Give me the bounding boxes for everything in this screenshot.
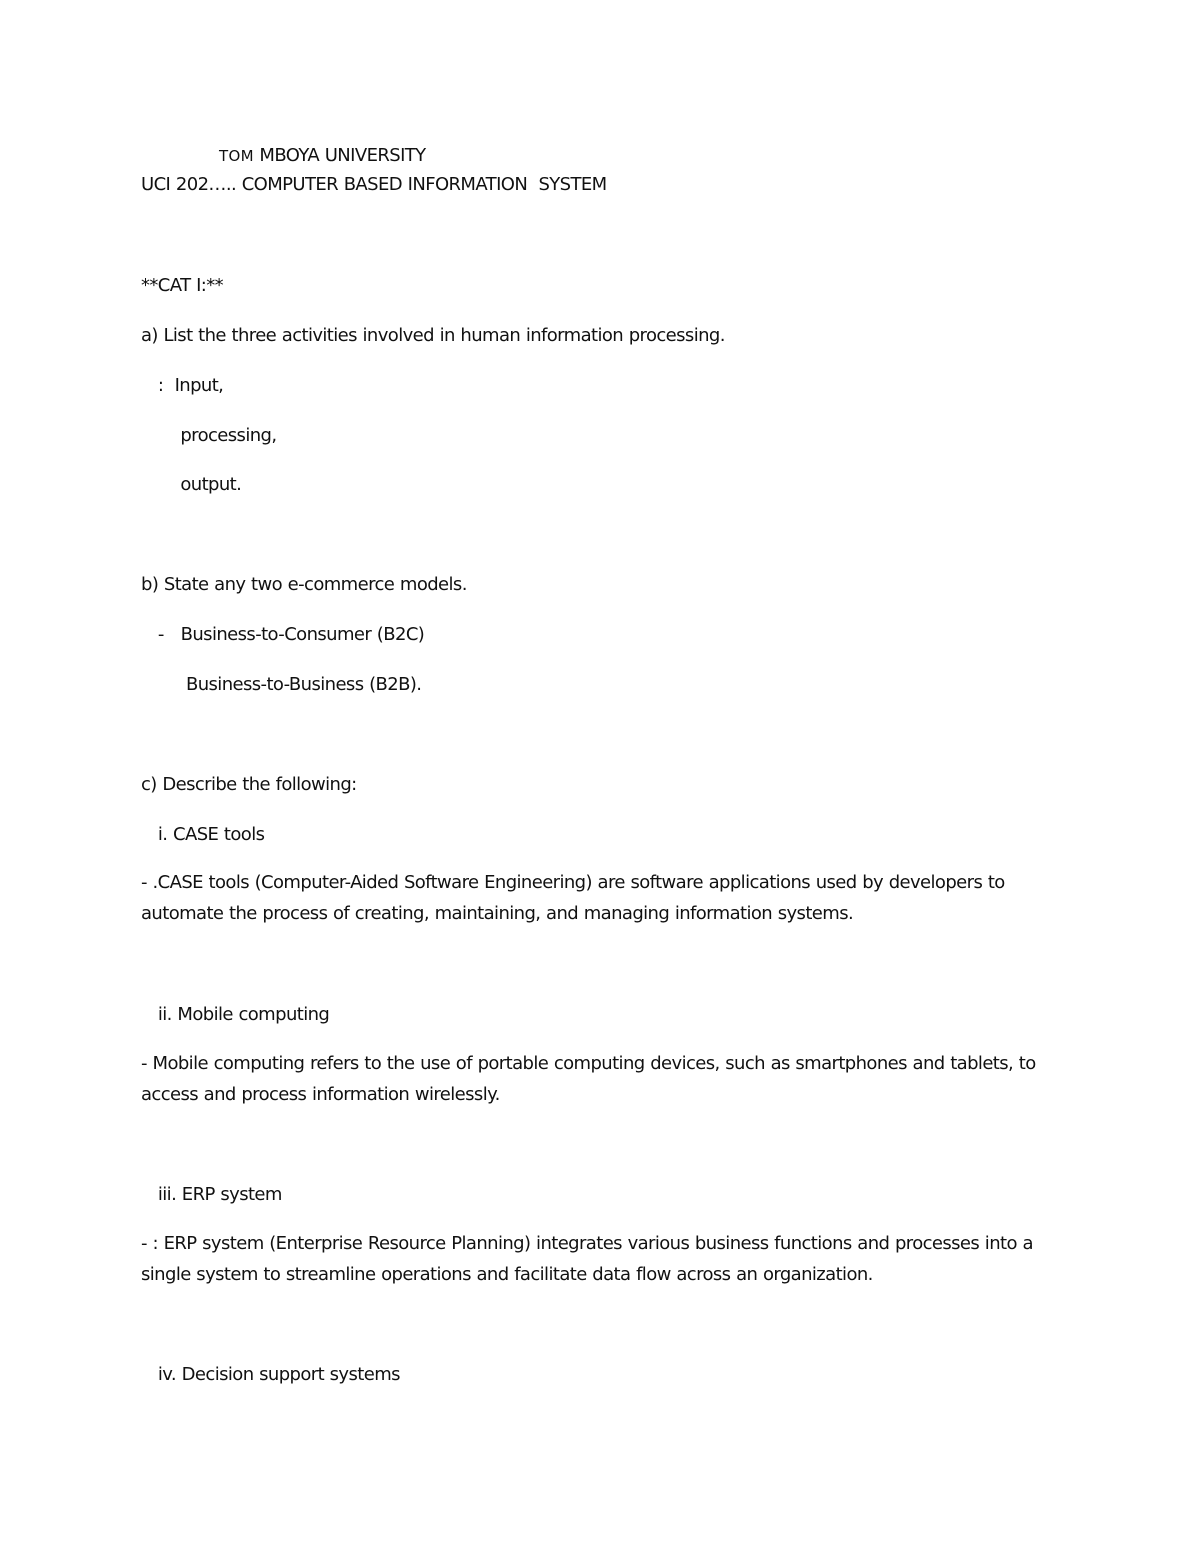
university-title xyxy=(219,145,426,167)
question-b-prompt: b) State any two e-commerce models. xyxy=(141,574,467,595)
case-tools-label: i. CASE tools xyxy=(141,824,265,845)
erp-system-description: - : ERP system (Enterprise Resource Planning) integrates various business functions and processes into a single system to streamline operations and facilitate data flow across an organization. xyxy=(141,1233,1033,1285)
question-a-answer: output. xyxy=(141,474,242,495)
question-a-answer: : Input, xyxy=(141,375,224,396)
question-a-prompt: a) List the three activities involved in human information processing. xyxy=(141,325,725,346)
university-title-prefix: TOM xyxy=(219,147,254,165)
cat-heading: **CAT I:** xyxy=(141,275,224,296)
mobile-computing-label: ii. Mobile computing xyxy=(141,1004,330,1025)
question-b-answer: - Business-to-Consumer (B2C) xyxy=(141,624,425,645)
course-title: UCI 202….. COMPUTER BASED INFORMATION SYSTEM xyxy=(141,174,607,195)
question-a-answer: processing, xyxy=(141,425,277,446)
erp-system-label: iii. ERP system xyxy=(141,1184,282,1205)
mobile-computing-description: - Mobile computing refers to the use of portable computing devices, such as smartphones and tablets, to access and process information wirelessly. xyxy=(141,1053,1036,1105)
question-c-prompt: c) Describe the following: xyxy=(141,774,357,795)
question-b-answer: Business-to-Business (B2B). xyxy=(141,674,422,695)
decision-support-label: iv. Decision support systems xyxy=(141,1364,400,1385)
university-title-rest: MBOYA UNIVERSITY xyxy=(253,145,426,166)
case-tools-description: - .CASE tools (Computer-Aided Software Engineering) are software applications used by developers to automate the process of creating, maintaining, and managing information systems. xyxy=(141,872,1005,924)
